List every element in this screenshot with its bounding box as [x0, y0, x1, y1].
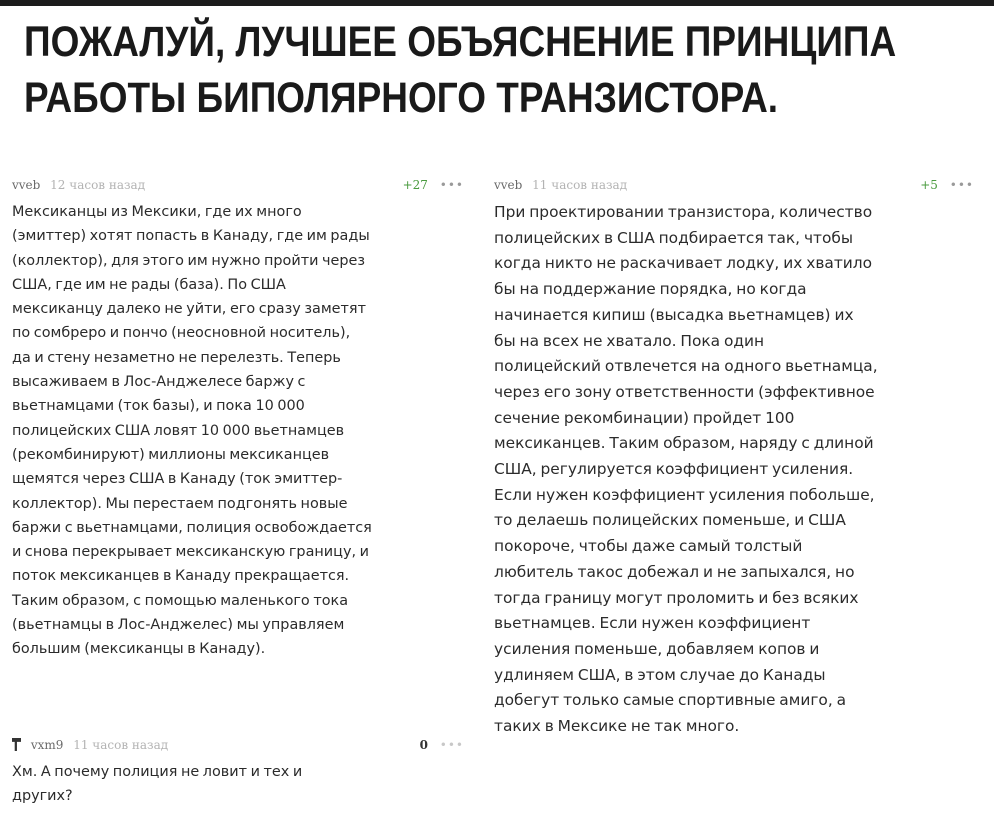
comment-line: Если нужен коэффициент усиления побольше, [494, 485, 875, 504]
comment-line: Хм. А почему полиция не ловит и тех и [12, 764, 303, 780]
comment-line: мексиканцу далеко не уйти, его сразу заметят [12, 301, 366, 318]
comment-line: да и стену незаметно не перелезть. Теперь [12, 349, 341, 366]
comment-line: При проектировании транзистора, количество [494, 203, 873, 221]
comment-line: Таким образом, с помощью маленького тока [12, 592, 349, 609]
comment-time: 11 часов назад [73, 738, 169, 752]
comment-actions [403, 178, 464, 192]
comment-line: мексиканцев. Таким образом, наряду с длиной [494, 434, 874, 453]
comment-line: покороче, чтобы даже самый толстый [494, 537, 803, 556]
headline-line-2: РАБОТЫ БИПОЛЯРНОГО ТРАНЗИСТОРА. [24, 74, 779, 122]
comment-actions [420, 738, 464, 752]
comment-body [12, 760, 464, 809]
comment-line: удлиняем США, в этом случае до Канады [494, 665, 826, 684]
comment-line: вьетнамцев. Если нужен коэффициент [494, 614, 811, 633]
comment-line: и снова перекрывает мексиканскую границу, и [12, 544, 369, 561]
comment-line: через его зону ответственности (эффективное [494, 382, 875, 401]
comment-line: Мексиканцы из Мексики, где их много [12, 204, 302, 220]
comment-time: 12 часов назад [50, 178, 146, 192]
comment-line: полицейских в США подбирается так, чтобы [494, 228, 854, 247]
comment-line: по сомбреро и пончо (неосновной носитель), [12, 325, 351, 342]
comment-body [12, 200, 464, 662]
comment-reply [12, 738, 464, 809]
comment-line: полицейских США ловят 10 000 вьетнамцев [12, 422, 345, 439]
comment-line: высаживаем в Лос-Анджелесе баржу с [12, 374, 306, 391]
comment-line: поток мексиканцев в Канаду прекращается. [12, 568, 350, 585]
comment-body [494, 200, 974, 740]
comment-line: полицейский отвлечется на одного вьетнамца, [494, 357, 878, 376]
more-options-icon[interactable]: ••• [439, 178, 464, 192]
comment-line: то делаешь полицейских поменьше, и США [494, 511, 846, 530]
comment-line: бы на поддержание порядка, но когда [494, 280, 807, 299]
comment-line: сечение рекомбинации) пройдет 100 [494, 408, 795, 427]
comment-line: когда никто не раскачивает лодку, их хватило [494, 254, 873, 273]
comment-line: начинается кипиш (высадка вьетнамцев) их [494, 305, 854, 324]
comment-score: +27 [402, 178, 428, 192]
top-rule [0, 0, 994, 6]
comment-meta [12, 738, 464, 760]
comment-meta [12, 178, 464, 200]
comment-line: коллектор). Мы перестаем подгонять новые [12, 495, 348, 512]
comment-actions [920, 178, 974, 192]
comment-line: других? [12, 788, 73, 805]
comment-author[interactable]: vveb [12, 178, 41, 192]
comment-line: (вьетнамцы в Лос-Анджелес) мы управляем [12, 617, 345, 634]
comment-score: +5 [920, 178, 938, 192]
comment-line: баржи с вьетнамцами, полиция освобождается [12, 519, 372, 536]
more-options-icon[interactable]: ••• [949, 178, 974, 192]
comment-line: усиления поменьше, добавляем копов и [494, 639, 820, 658]
avatar[interactable] [12, 738, 21, 751]
comment-meta [494, 178, 974, 200]
comment-line: большим (мексиканцы в Канаду). [12, 641, 266, 658]
comment-time: 11 часов назад [532, 178, 628, 192]
comment-line: щемятся через США в Канаду (ток эмиттер- [12, 471, 343, 488]
comment-line: (рекомбинируют) миллионы мексиканцев [12, 446, 330, 463]
comment-line: (эмиттер) хотят попасть в Канаду, где им рады [12, 228, 370, 245]
comment-author[interactable]: vxm9 [30, 738, 64, 752]
comment-line: добегут только самые спортивные амиго, а [494, 691, 847, 710]
more-options-icon[interactable]: ••• [439, 738, 464, 752]
comment-line: (коллектор), для этого им нужно пройти через [12, 252, 366, 269]
comment-line: тогда границу могут проломить и без всяких [494, 588, 859, 607]
comment-line: США, регулируется коэффициент усиления. [494, 460, 854, 479]
comment-right [494, 178, 974, 740]
comment-line: таких в Мексике не так много. [494, 717, 740, 736]
comment-line: любитель такос добежал и не запыхался, но [494, 562, 855, 581]
comment-left [12, 178, 464, 662]
comment-author[interactable]: vveb [494, 178, 523, 192]
comment-line: США, где им не рады (база). По США [12, 276, 286, 293]
headline-line-1: ПОЖАЛУЙ, ЛУЧШЕЕ ОБЪЯСНЕНИЕ ПРИНЦИПА [24, 18, 897, 66]
comment-line: бы на всех не хватало. Пока один [494, 331, 765, 350]
headline [24, 14, 897, 126]
comment-score: 0 [419, 738, 428, 752]
comment-line: вьетнамцами (ток базы), и пока 10 000 [12, 398, 305, 415]
